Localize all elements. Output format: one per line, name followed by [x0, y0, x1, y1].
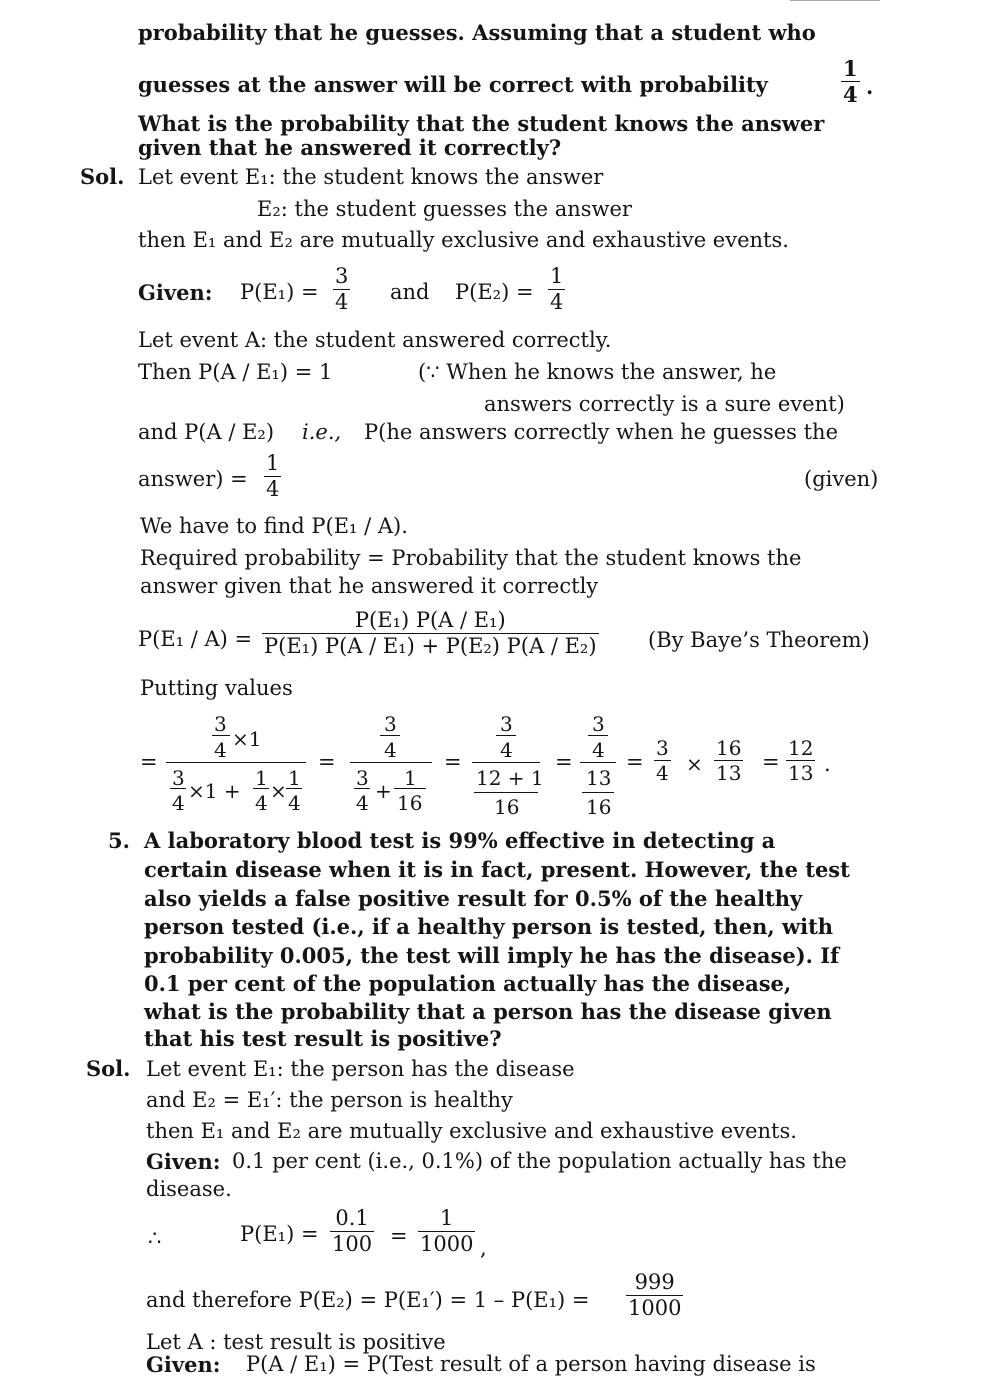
sol1-ie: i.e., — [302, 420, 342, 444]
sol1-given-label: Given: — [138, 280, 213, 305]
calc-equals-5: = — [626, 750, 644, 774]
fraction-numerator: 16 — [716, 736, 742, 760]
sol2-fraction-01-100 — [330, 1208, 374, 1255]
fraction-denominator: 100 — [332, 1232, 373, 1256]
calc-b-den-3: 3 — [356, 766, 369, 790]
fraction-denominator: 1000 — [420, 1232, 474, 1256]
bayes-fraction — [262, 610, 599, 657]
fraction-bar-main — [472, 762, 540, 763]
fraction-bar — [588, 735, 608, 736]
sol2-equals: = — [390, 1224, 408, 1248]
fraction-denominator: 13 — [788, 761, 814, 785]
fraction-denominator: P(E₁) P(A / E₁) + P(E₂) P(A / E₂) — [264, 634, 597, 658]
calc-e-times: × — [686, 752, 703, 776]
fraction-denominator: 13 — [716, 761, 742, 785]
calc-a-den-4b: 4 — [288, 791, 301, 815]
fraction-bar — [170, 788, 186, 789]
calc-a-num-times1: ×1 — [232, 727, 262, 751]
calc-a-den-x1plus: ×1 + — [188, 779, 241, 803]
calc-equals-1: = — [140, 750, 158, 774]
calc-result-12-13 — [786, 738, 815, 783]
calc-c-num-3: 3 — [500, 712, 513, 736]
calc-a-den-4: 4 — [172, 791, 185, 815]
fraction-numerator: 12 — [788, 736, 814, 760]
fraction-bar — [354, 788, 370, 789]
q5-line-7: what is the probability that a person has the disease given — [144, 999, 832, 1024]
sol1-pe1-fraction — [333, 266, 350, 313]
calc-a-num-4: 4 — [214, 738, 227, 762]
calc-d-den-16: 16 — [586, 795, 612, 819]
calc-d-num-4: 4 — [592, 738, 605, 762]
sol2-fraction-1-1000 — [418, 1208, 475, 1255]
fraction-bar — [253, 788, 269, 789]
fraction-denominator: 4 — [656, 761, 669, 785]
fraction-denominator: 4 — [843, 82, 858, 107]
sol1-and-pa: and P(A / E₂) — [138, 420, 275, 444]
fraction-numerator: 1 — [550, 264, 564, 288]
sol1-required-2: answer given that he answered it correctly — [140, 574, 599, 598]
q5-line-4: person tested (i.e., if a healthy person is tested, then, with — [144, 914, 834, 939]
fraction-bar-main — [350, 762, 432, 763]
calc-a-den-times: × — [270, 779, 287, 803]
sol2-given2-text: P(A / E₁) = P(Test result of a person having disease is — [246, 1352, 816, 1376]
sol1-event-e2: E₂: the student guesses the answer — [257, 197, 632, 221]
calc-c-den-12plus1: 12 + 1 — [476, 766, 544, 790]
calc-b-den-plus: + — [375, 779, 392, 803]
sol1-answer: answer) = — [138, 467, 248, 491]
sol2-given-label: Given: — [146, 1149, 221, 1174]
therefore-symbol: ∴ — [148, 1226, 162, 1250]
calc-c-den-16: 16 — [494, 795, 520, 819]
sol1-phe: P(he answers correctly when he guesses the — [364, 420, 839, 444]
sol2-fraction-999-1000 — [626, 1272, 683, 1319]
sol2-comma: , — [480, 1236, 487, 1260]
fraction-numerator: P(E₁) P(A / E₁) — [354, 608, 506, 632]
sol1-pe2-fraction — [548, 266, 565, 313]
sol1-because-2: answers correctly is a sure event) — [484, 392, 845, 416]
calc-b-num-4: 4 — [384, 738, 397, 762]
q5-line-3: also yields a false positive result for 0.5% of the healthy — [144, 886, 803, 911]
calc-e-fraction-3-4 — [654, 738, 671, 783]
q4-line-2-period: . — [866, 74, 874, 99]
calc-a-den-1a: 1 — [255, 766, 268, 790]
q5-line-6: 0.1 per cent of the population actually has the disease, — [144, 971, 792, 996]
q4-probability-fraction — [841, 58, 860, 105]
sol2-given-text-2: disease. — [146, 1177, 232, 1201]
sol1-mutual-exclusive: then E₁ and E₂ are mutually exclusive and exhaustive events. — [138, 228, 789, 252]
q4-line-3: What is the probability that the student knows the answer — [138, 111, 825, 136]
calc-equals-3: = — [444, 750, 462, 774]
sol1-because: (∵ When he knows the answer, he — [418, 360, 777, 384]
fraction-numerator: 3 — [656, 736, 669, 760]
calc-a-num-3: 3 — [214, 712, 227, 736]
calc-equals-6: = — [762, 750, 780, 774]
sol2-and-therefore: and therefore P(E₂) = P(E₁′) = 1 – P(E₁) = — [146, 1288, 590, 1312]
sol2-mutual-exclusive: then E₁ and E₂ are mutually exclusive and exhaustive events. — [146, 1119, 797, 1143]
fraction-bar-main — [166, 762, 306, 763]
calc-b-den-4: 4 — [356, 791, 369, 815]
calc-equals-4: = — [555, 750, 573, 774]
calc-equals-2: = — [318, 750, 336, 774]
fraction-denominator: 4 — [335, 290, 349, 314]
sol1-and: and — [390, 280, 430, 304]
calc-a-den-3: 3 — [172, 766, 185, 790]
fraction-bar-main — [580, 762, 616, 763]
fraction-bar — [394, 788, 426, 789]
sol1-event-e1: Let event E₁: the student knows the answer — [138, 165, 604, 189]
sol1-then: Then P(A / E₁) = 1 — [138, 360, 333, 384]
sol2-event-e1: Let event E₁: the person has the disease — [146, 1057, 575, 1081]
fraction-bar — [380, 735, 400, 736]
fraction-bar — [496, 735, 516, 736]
q5-line-5: probability 0.005, the test will imply he has the disease). If — [144, 943, 840, 968]
calc-c-num-4: 4 — [500, 738, 513, 762]
q5-line-2: certain disease when it is in fact, present. However, the test — [144, 857, 850, 882]
sol1-pe2-label: P(E₂) = — [455, 280, 534, 304]
sol-label: Sol. — [80, 164, 125, 189]
top-rule — [790, 0, 880, 1]
calc-b-den-1: 1 — [404, 766, 417, 790]
q4-line-1: probability that he guesses. Assuming that a student who — [138, 20, 816, 45]
fraction-bar — [474, 792, 538, 793]
sol2-let-a: Let A : test result is positive — [146, 1330, 446, 1354]
putting-values: Putting values — [140, 676, 293, 700]
calc-d-den-13: 13 — [586, 766, 612, 790]
bayes-theorem-tag: (By Baye’s Theorem) — [648, 628, 870, 652]
fraction-numerator: 1 — [266, 451, 280, 475]
fraction-numerator: 1 — [843, 56, 858, 81]
bayes-lhs: P(E₁ / A) = — [138, 627, 253, 651]
q5-number: 5. — [108, 828, 130, 853]
calc-b-num-3: 3 — [384, 712, 397, 736]
fraction-bar — [582, 792, 614, 793]
fraction-bar — [212, 735, 230, 736]
fraction-denominator: 1000 — [628, 1296, 682, 1320]
sol2-label: Sol. — [86, 1056, 131, 1081]
q5-line-1: A laboratory blood test is 99% effective in detecting a — [144, 828, 776, 853]
sol1-event-a: Let event A: the student answered correctly. — [138, 328, 612, 352]
sol2-given2-label: Given: — [146, 1352, 221, 1377]
sol2-event-e2: and E₂ = E₁′: the person is healthy — [146, 1088, 513, 1112]
sol2-pe1-label: P(E₁) = — [240, 1222, 319, 1246]
q5-line-8: that his test result is positive? — [144, 1026, 502, 1051]
calc-d-num-3: 3 — [592, 712, 605, 736]
calc-e-fraction-16-13 — [714, 738, 743, 783]
fraction-numerator: 1 — [440, 1206, 454, 1230]
calc-period: . — [824, 752, 831, 776]
calc-a-den-1b: 1 — [288, 766, 301, 790]
fraction-denominator: 4 — [550, 290, 564, 314]
fraction-numerator: 3 — [335, 264, 349, 288]
sol1-answer-fraction — [264, 453, 281, 500]
sol1-given-tag: (given) — [804, 467, 879, 491]
fraction-numerator: 999 — [634, 1270, 675, 1294]
calc-b-den-16: 16 — [397, 791, 423, 815]
fraction-numerator: 0.1 — [335, 1206, 369, 1230]
fraction-bar — [286, 788, 302, 789]
fraction-denominator: 4 — [266, 477, 280, 501]
q4-line-2: guesses at the answer will be correct with probability — [138, 72, 768, 97]
sol1-pe1-label: P(E₁) = — [240, 280, 319, 304]
sol1-find: We have to find P(E₁ / A). — [140, 514, 408, 538]
calc-a-den-4a: 4 — [255, 791, 268, 815]
sol2-given-text: 0.1 per cent (i.e., 0.1%) of the population actually has the — [232, 1149, 847, 1173]
q4-line-4: given that he answered it correctly? — [138, 135, 562, 160]
sol1-required: Required probability = Probability that the student knows the — [140, 546, 802, 570]
